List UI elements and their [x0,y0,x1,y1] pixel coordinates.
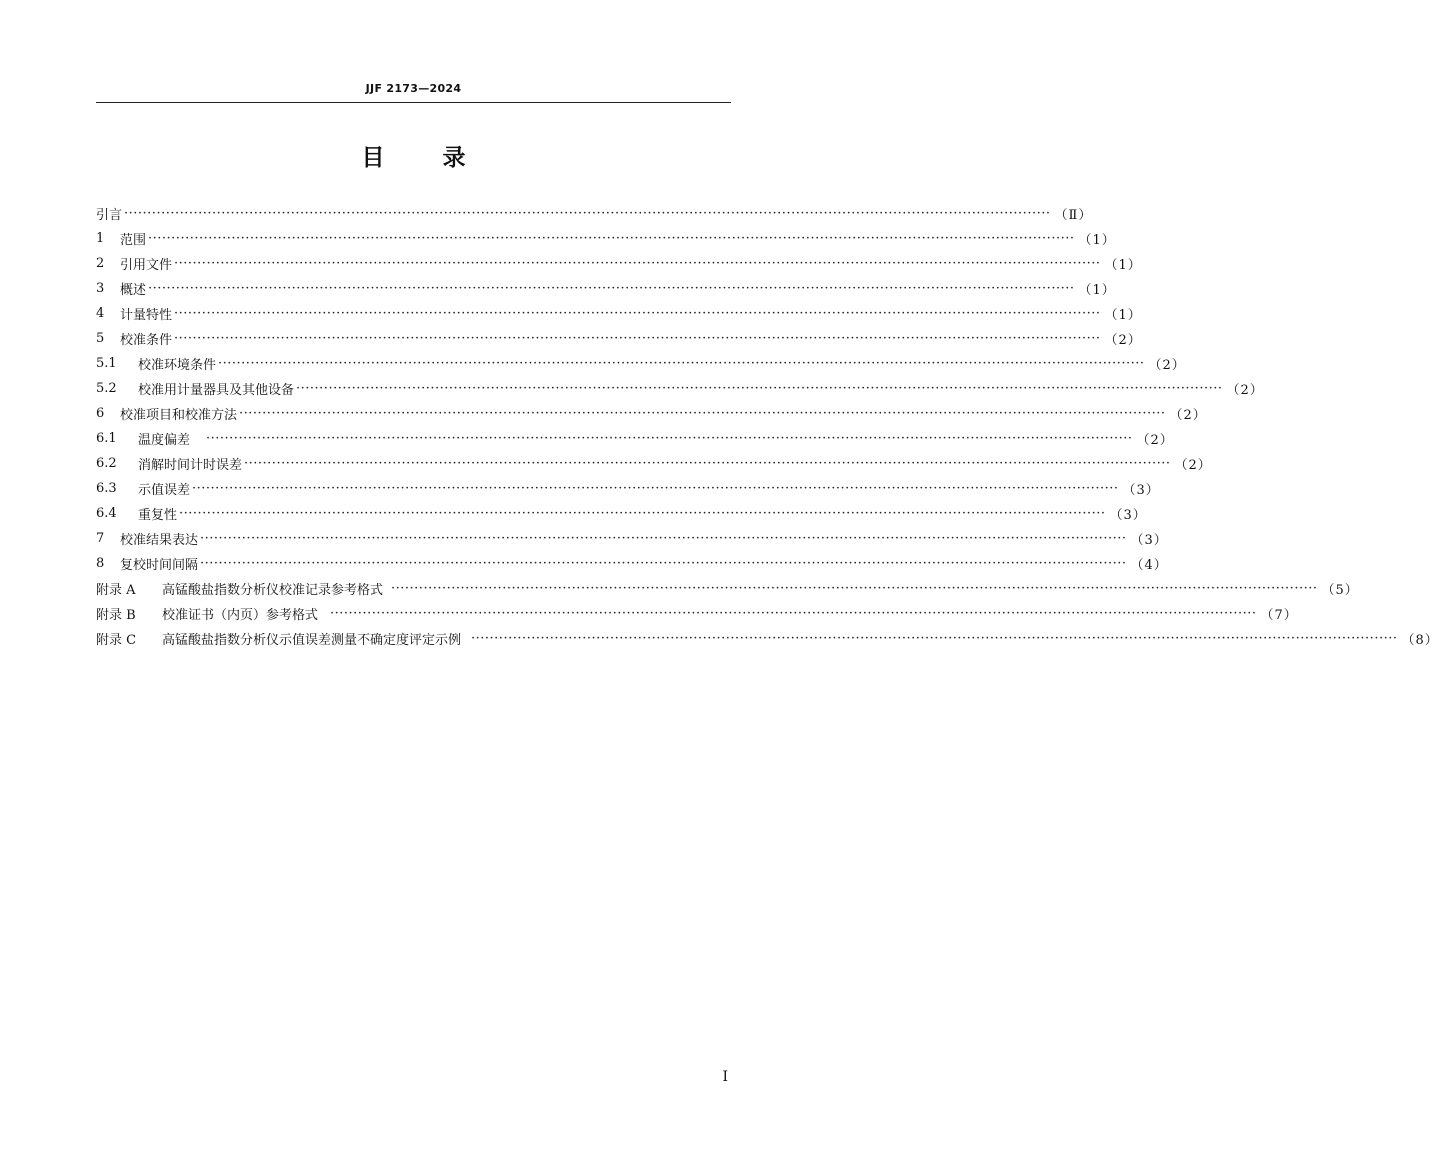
page-title: 目录 [361,145,524,171]
toc-leader-dots: ········································································································································································································ [296,381,1223,396]
toc-entry-page: （2） [1169,408,1207,423]
toc-entry-label: 示值误差 [138,483,191,498]
toc-leader-dots: ········································································································································································································ [174,256,1101,271]
toc-entry-label: 计量特性 [120,308,173,323]
toc-entry-page: （3） [1130,533,1168,548]
toc-entry-page: （1） [1078,283,1116,298]
toc-entry-label: 消解时间计时误差 [138,458,243,473]
toc-entry-5-1[interactable] [96,351,1186,376]
toc-entry-label: 概述 [120,283,147,298]
toc-entry-number: 6.4 [96,506,117,521]
toc-entry-number: 7 [96,531,105,546]
toc-entry-number: 3 [96,281,105,296]
toc-entry-label: 校准环境条件 [138,358,217,373]
toc-entry-6-4[interactable] [96,501,1147,526]
toc-leader-dots: ········································································································································································································ [179,506,1106,521]
toc-leader-dots: ········································································································································································································ [148,231,1075,246]
toc-entry-appendix-c[interactable] [96,626,1439,651]
toc-entry-page: （2） [1136,433,1174,448]
toc-entry-page: （1） [1104,258,1142,273]
toc-leader-dots: ········································································································································································································ [471,631,1398,646]
toc-entry-number: 4 [96,306,105,321]
toc-entry-page: （3） [1109,508,1147,523]
toc-entry-number: 2 [96,256,105,271]
toc-entry-label: 引用文件 [120,258,173,273]
toc-entry-page: （2） [1148,358,1186,373]
toc-entry-6-1[interactable] [96,426,1174,451]
toc-entry-number: 5 [96,331,105,346]
toc-entry-label: 高锰酸盐指数分析仪示值误差测量不确定度评定示例 [162,633,462,648]
toc-entry-page: （2） [1104,333,1142,348]
toc-entry-appendix-b[interactable] [96,601,1298,626]
toc-entry-number: 6.2 [96,456,117,471]
toc-entry-6-3[interactable] [96,476,1160,501]
toc-entry-number: 5.1 [96,356,117,371]
toc-entry-page: （1） [1078,233,1116,248]
toc-leader-dots: ········································································································································································································ [206,431,1133,446]
toc-leader-dots: ········································································································································································································ [218,356,1145,371]
toc-leader-dots: ········································································································································································································ [200,531,1127,546]
toc-entry-7[interactable] [96,526,1168,551]
toc-leader-dots: ········································································································································································································ [244,456,1171,471]
toc-entry-label: 校准条件 [120,333,173,348]
toc-entry-page: （4） [1130,558,1168,573]
toc-entry-5[interactable] [96,326,1142,351]
toc-entry-label: 复校时间间隔 [120,558,199,573]
toc-leader-dots: ········································································································································································································ [391,581,1318,596]
toc-entry-6[interactable] [96,401,1207,426]
toc-entry-label: 重复性 [138,508,178,523]
toc-entry-number: 附录 A [96,583,136,598]
toc-entry-number: 6.3 [96,481,117,496]
toc-leader-dots: ········································································································································································································ [330,606,1257,621]
toc-entry-number: 6.1 [96,431,117,446]
table-of-contents [96,201,1439,651]
toc-entry-5-2[interactable] [96,376,1264,401]
toc-entry-page: （7） [1260,608,1298,623]
toc-entry-2[interactable] [96,251,1142,276]
toc-entry-label: 温度偏差 [138,433,191,448]
toc-entry-4[interactable] [96,301,1142,326]
toc-entry-number: 1 [96,231,105,246]
toc-leader-dots: ········································································································································································································ [192,481,1119,496]
header-divider [96,102,731,103]
toc-leader-dots: ········································································································································································································ [148,281,1075,296]
toc-entry-1[interactable] [96,226,1116,251]
page-number: I [722,1069,728,1085]
toc-leader-dots: ········································································································································································································ [174,306,1101,321]
toc-leader-dots: ········································································································································································································ [124,206,1051,221]
toc-entry-page: （3） [1122,483,1160,498]
toc-entry-label: 校准证书（内页）参考格式 [162,608,319,623]
toc-entry-page: （8） [1401,633,1439,648]
toc-entry-label: 校准结果表达 [120,533,199,548]
toc-entry-label: 校准项目和校准方法 [120,408,238,423]
toc-entry-introduction[interactable] [96,201,1093,226]
toc-entry-label: 范围 [120,233,147,248]
toc-entry-label: 引言 [96,208,123,223]
toc-leader-dots: ········································································································································································································ [174,331,1101,346]
toc-entry-3[interactable] [96,276,1116,301]
toc-entry-number: 附录 C [96,633,137,648]
toc-entry-8[interactable] [96,551,1168,576]
toc-entry-6-2[interactable] [96,451,1212,476]
toc-entry-number: 5.2 [96,381,117,396]
document-code: JJF 2173—2024 [365,82,462,95]
toc-entry-appendix-a[interactable] [96,576,1359,601]
toc-leader-dots: ········································································································································································································ [239,406,1166,421]
toc-entry-label: 校准用计量器具及其他设备 [138,383,295,398]
toc-entry-number: 附录 B [96,608,136,623]
toc-entry-page: （2） [1226,383,1264,398]
toc-entry-number: 6 [96,406,105,421]
toc-leader-dots: ········································································································································································································ [200,556,1127,571]
toc-entry-page: （2） [1174,458,1212,473]
toc-entry-page: （Ⅱ） [1054,208,1093,223]
toc-entry-page: （1） [1104,308,1142,323]
toc-entry-label: 高锰酸盐指数分析仪校准记录参考格式 [162,583,384,598]
toc-entry-page: （5） [1321,583,1359,598]
toc-entry-number: 8 [96,556,105,571]
